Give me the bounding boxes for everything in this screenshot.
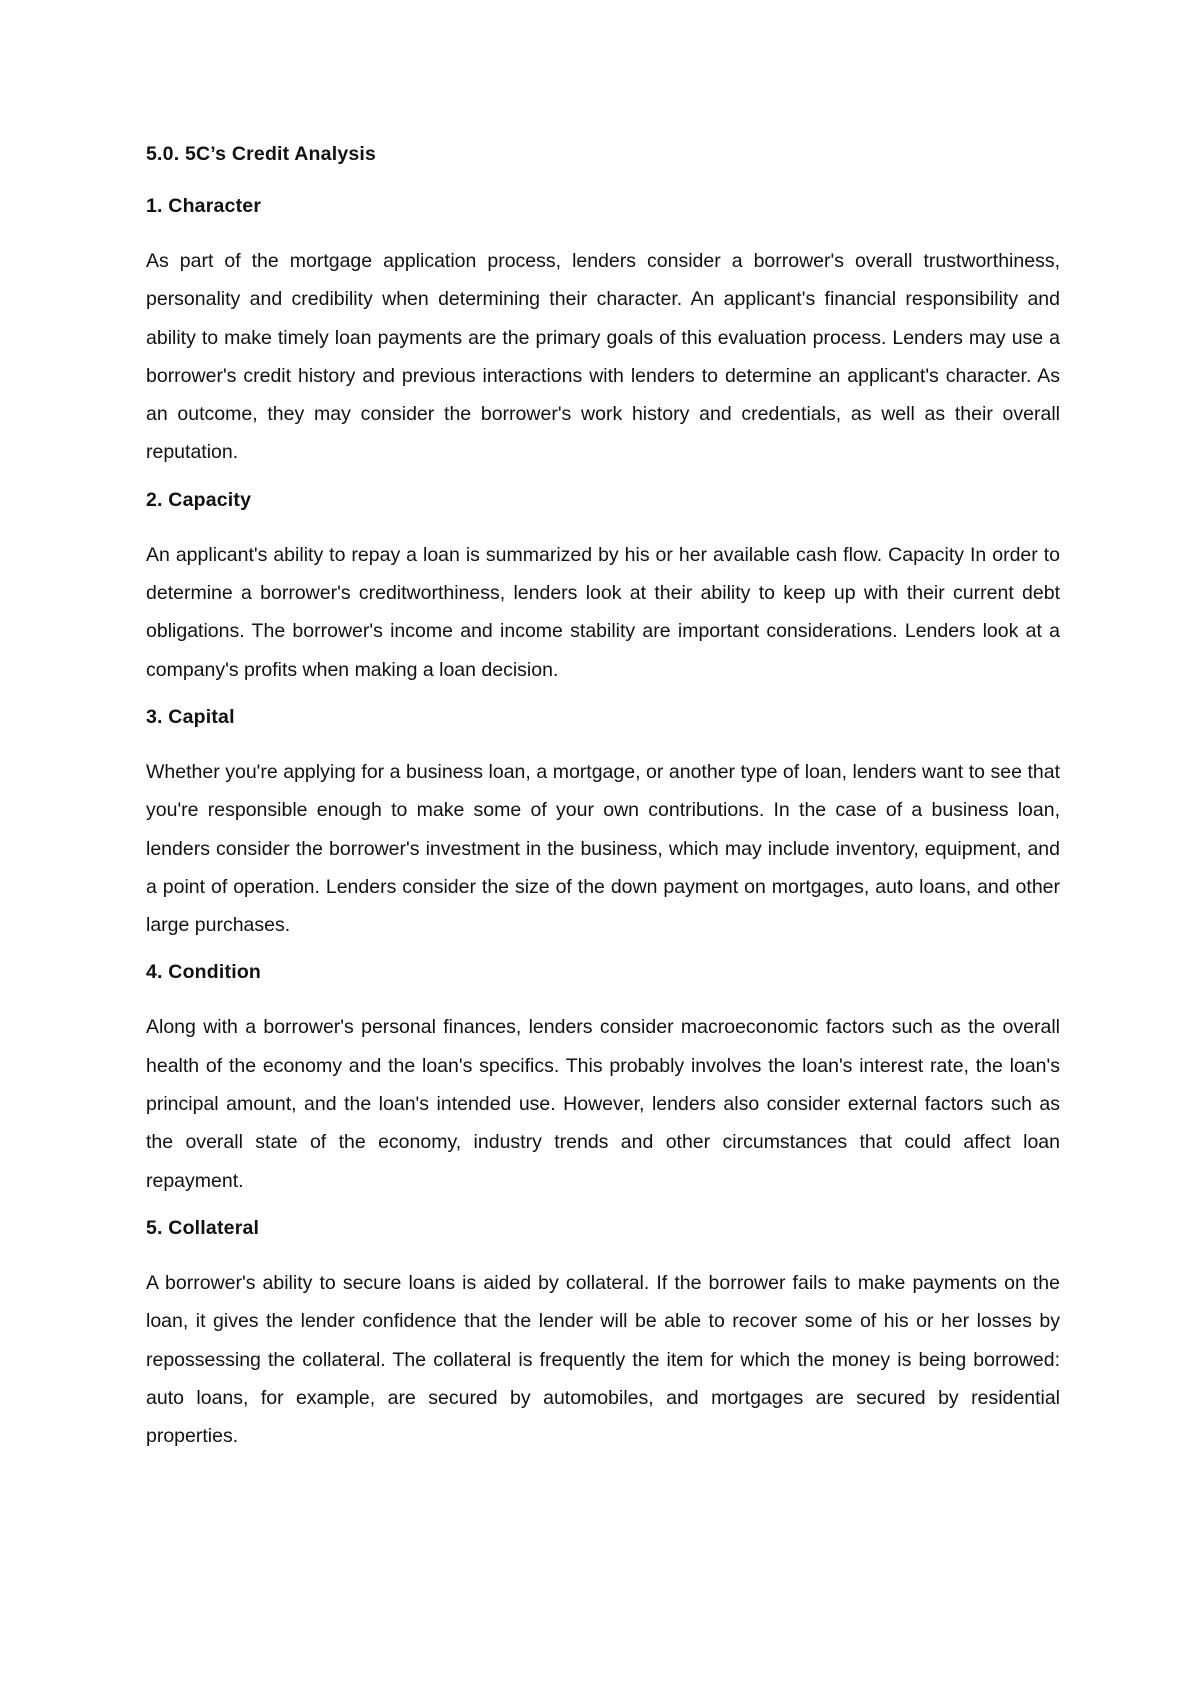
section-body-condition: Along with a borrower's personal finances, lenders consider macroeconomic factors such as the overall health of the economy and the loan's specifics. This probably involves the loan's interest rate, the loan's principal amount, and the loan's intended use. However, lenders also consider external factors such as the overall state of the economy, industry trends and other circumstances that could affect loan repayment.	[146, 1016, 1060, 1192]
section-body-capital: Whether you're applying for a business loan, a mortgage, or another type of loan, lenders want to see that you're responsible enough to make some of your own contributions. In the case of a business loan, lenders consider the borrower's investment in the business, which may include inventory, equipment, and a point of operation. Lenders consider the size of the down payment on mortgages, auto loans, and other large purchases.	[146, 760, 1060, 937]
section-capital	[146, 703, 1060, 944]
section-body-capacity: An applicant's ability to repay a loan is summarized by his or her available cash flow. Capacity In order to determine a borrower's creditworthiness, lenders look at their ability to keep up with their current debt obligations. The borrower's income and income stability are important considerations. Lenders look at a company's profits when making a loan decision.	[146, 543, 1060, 681]
section-heading-capital: 3. Capital	[146, 705, 235, 728]
section-condition	[146, 958, 1060, 1199]
section-heading-condition: 4. Condition	[146, 961, 262, 984]
section-body-character: As part of the mortgage application process, lenders consider a borrower's overall trustworthiness, personality and credibility when determining their character. An applicant's financial responsibility and ability to make timely loan payments are the primary goals of this evaluation process. Lenders may use a borrower's credit history and previous interactions with lenders to determine an applicant's character. As an outcome, they may consider the borrower's work history and credentials, as well as their overall reputation.	[146, 250, 1060, 464]
document-page	[146, 140, 1060, 1469]
section-collateral	[146, 1214, 1060, 1455]
section-heading-capacity: 2. Capacity	[146, 488, 252, 511]
section-heading-collateral: 5. Collateral	[146, 1216, 260, 1239]
document-title: 5.0. 5C’s Credit Analysis	[146, 143, 377, 165]
section-character	[146, 192, 1060, 472]
section-capacity	[146, 486, 1060, 689]
section-body-collateral: A borrower's ability to secure loans is aided by collateral. If the borrower fails to make payments on the loan, it gives the lender confidence that the lender will be able to recover some of his or her losses by repossessing the collateral. The collateral is frequently the item for which the money is being borrowed: auto loans, for example, are secured by automobiles, and mortgages are secured by residential properties.	[146, 1271, 1060, 1448]
section-heading-character: 1. Character	[146, 195, 262, 217]
